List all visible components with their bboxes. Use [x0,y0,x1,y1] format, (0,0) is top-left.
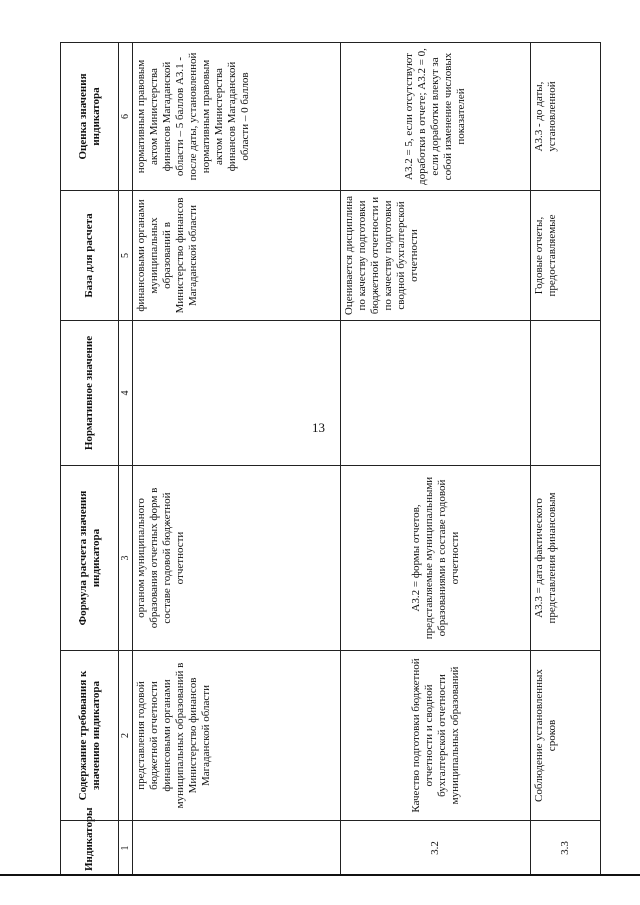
normative-cell [341,321,531,466]
normative-cell [133,321,341,466]
base-cell: Годовые отчеты, предоставляемые [531,191,601,321]
col-number: 5 [119,191,133,321]
base-cell: Оценивается дисциплина по качеству подготовки бюджетной отчетности и по качеству подготовки сводной бухгалтерской отчетности [341,191,531,321]
header-base: База для расчета [61,191,119,321]
requirement-cell: представления годовой бюджетной отчетности финансовыми органами муниципальных образований в Министерство финансов Магаданской области [133,651,341,821]
header-indicators: Индикаторы [61,821,119,876]
header-row [61,43,119,876]
requirement-cell: Соблюдение установленных сроков [531,651,601,821]
page-bottom-rule [0,874,640,876]
formula-cell: А3.2 = формы отчетов, представляемые муниципальными образованиями в составе годовой отчетности [341,466,531,651]
indicator-cell [133,821,341,876]
formula-cell: А3.3 = дата фактического представления финансовым [531,466,601,651]
column-number-row [119,43,133,876]
table-row [133,43,341,876]
header-requirement: Содержание требования к значению индикатора [61,651,119,821]
base-cell: финансовыми органами муниципальных образований в Министерство финансов Магаданской области [133,191,341,321]
table-row [531,43,601,876]
col-number: 1 [119,821,133,876]
requirement-cell: Качество подготовки бюджетной отчетности и сводной бухгалтерской отчетности муниципальных образований [341,651,531,821]
col-number: 6 [119,43,133,191]
col-number: 2 [119,651,133,821]
rotated-table-wrapper [60,43,598,876]
formula-cell: органом муниципального образования отчетных форм в составе годовой бюджетной отчетности [133,466,341,651]
evaluation-cell: нормативным правовым актом Министерства финансов Магаданской области – 5 баллов А3.1 - после даты, установленной нормативным правовым актом Министерства финансов Магаданской области – 0 баллов [133,43,341,191]
evaluation-cell: А3.2 = 5, если отсутствуют доработки в отчете; А3.2 = 0, если доработки влекут за собой изменение числовых показателей [341,43,531,191]
page-number: 13 [312,420,325,435]
col-number: 3 [119,466,133,651]
table-row [341,43,531,876]
indicator-table [60,42,601,876]
indicator-cell: 3.3 [531,821,601,876]
evaluation-cell: А3.3 - до даты, установленной [531,43,601,191]
indicator-cell: 3.2 [341,821,531,876]
header-evaluation: Оценка значения индикатора [61,43,119,191]
header-normative: Нормативное значение [61,321,119,466]
normative-cell [531,321,601,466]
header-formula: Формула расчета значения индикатора [61,466,119,651]
col-number: 4 [119,321,133,466]
